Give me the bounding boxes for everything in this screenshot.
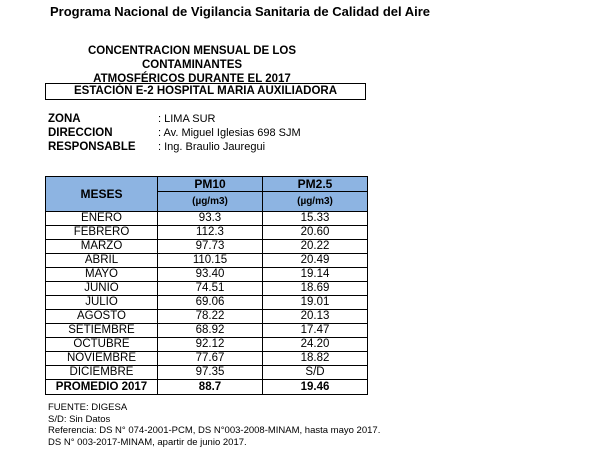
- footnotes: [48, 402, 380, 448]
- average-label: PROMEDIO 2017: [46, 380, 158, 395]
- month-cell: MARZO: [46, 240, 158, 254]
- table-row: [46, 310, 368, 324]
- month-cell: MAYO: [46, 268, 158, 282]
- pm25-cell: 18.82: [263, 352, 368, 366]
- footnote-reference-2: DS N° 003-2017-MINAM, apartir de junio 2017.: [48, 436, 247, 448]
- table-row: [46, 296, 368, 310]
- table-row: [46, 226, 368, 240]
- month-cell: DICIEMBRE: [46, 366, 158, 380]
- table-row: [46, 324, 368, 338]
- info-row-direccion: [48, 126, 301, 140]
- station-info: [48, 112, 301, 154]
- info-value: : LIMA SUR: [158, 113, 216, 125]
- month-cell: JUNIO: [46, 282, 158, 296]
- pm10-cell: 97.35: [158, 366, 263, 380]
- table-row: [46, 254, 368, 268]
- pm10-cell: 69.06: [158, 296, 263, 310]
- month-cell: NOVIEMBRE: [46, 352, 158, 366]
- pm10-cell: 74.51: [158, 282, 263, 296]
- table-row: [46, 282, 368, 296]
- average-pm10: 88.7: [158, 380, 263, 395]
- header-pm10: PM10: [158, 177, 263, 192]
- info-label: ZONA: [48, 113, 81, 125]
- info-label: RESPONSABLE: [48, 141, 136, 153]
- pm10-cell: 112.3: [158, 226, 263, 240]
- pm10-cell: 77.67: [158, 352, 263, 366]
- pm25-cell: 24.20: [263, 338, 368, 352]
- unit-pm25: (µg/m3): [263, 192, 368, 212]
- average-pm25: 19.46: [263, 380, 368, 395]
- pm25-cell: 15.33: [263, 212, 368, 226]
- pm25-cell: 17.47: [263, 324, 368, 338]
- footnote-reference: Referencia: DS N° 074-2001-PCM, DS N°003-2008-MINAM, hasta mayo 2017.: [48, 425, 381, 436]
- station-title: ESTACIÓN E-2 HOSPITAL MARIA AUXILIADORA: [45, 83, 366, 100]
- header-months: MESES: [46, 177, 158, 212]
- month-cell: SETIEMBRE: [46, 324, 158, 338]
- table-header-row: [46, 177, 368, 192]
- info-row-zona: [48, 112, 301, 126]
- table-row: [46, 352, 368, 366]
- table-row: [46, 268, 368, 282]
- info-value: : Ing. Braulio Jauregui: [158, 141, 266, 153]
- month-cell: OCTUBRE: [46, 338, 158, 352]
- pm25-cell: 20.60: [263, 226, 368, 240]
- pm10-cell: 78.22: [158, 310, 263, 324]
- footnote-source: FUENTE: DIGESA: [48, 402, 128, 413]
- pm10-cell: 93.40: [158, 268, 263, 282]
- pm25-cell: S/D: [263, 366, 368, 380]
- pm10-cell: 97.73: [158, 240, 263, 254]
- info-value: : Av. Miguel Iglesias 698 SJM: [158, 127, 301, 139]
- month-cell: AGOSTO: [46, 310, 158, 324]
- pm10-cell: 93.3: [158, 212, 263, 226]
- month-cell: FEBRERO: [46, 226, 158, 240]
- report-title-line2: ATMOSFÉRICOS DURANTE EL 2017: [93, 73, 291, 85]
- pm10-cell: 110.15: [158, 254, 263, 268]
- program-title: Programa Nacional de Vigilancia Sanitaria de Calidad del Aire: [50, 4, 431, 19]
- pm10-cell: 92.12: [158, 338, 263, 352]
- month-cell: JULIO: [46, 296, 158, 310]
- unit-pm10: (µg/m3): [158, 192, 263, 212]
- pm25-cell: 18.69: [263, 282, 368, 296]
- header-pm25: PM2.5: [263, 177, 368, 192]
- pm25-cell: 20.13: [263, 310, 368, 324]
- pm25-cell: 20.22: [263, 240, 368, 254]
- pm25-cell: 19.01: [263, 296, 368, 310]
- month-cell: ABRIL: [46, 254, 158, 268]
- table-row: [46, 338, 368, 352]
- average-row: [46, 380, 368, 395]
- month-cell: ENERO: [46, 212, 158, 226]
- info-row-responsable: [48, 140, 301, 154]
- report-title-line1: CONCENTRACION MENSUAL DE LOS CONTAMINANTES: [87, 45, 297, 71]
- info-label: DIRECCION: [48, 127, 113, 139]
- footnote-sd: S/D: Sin Datos: [48, 413, 111, 425]
- pm25-cell: 19.14: [263, 268, 368, 282]
- pm25-cell: 20.49: [263, 254, 368, 268]
- pm10-cell: 68.92: [158, 324, 263, 338]
- concentration-table: [45, 176, 368, 395]
- table-row: [46, 240, 368, 254]
- table-row: [46, 366, 368, 380]
- table-row: [46, 212, 368, 226]
- report-title: [40, 44, 344, 86]
